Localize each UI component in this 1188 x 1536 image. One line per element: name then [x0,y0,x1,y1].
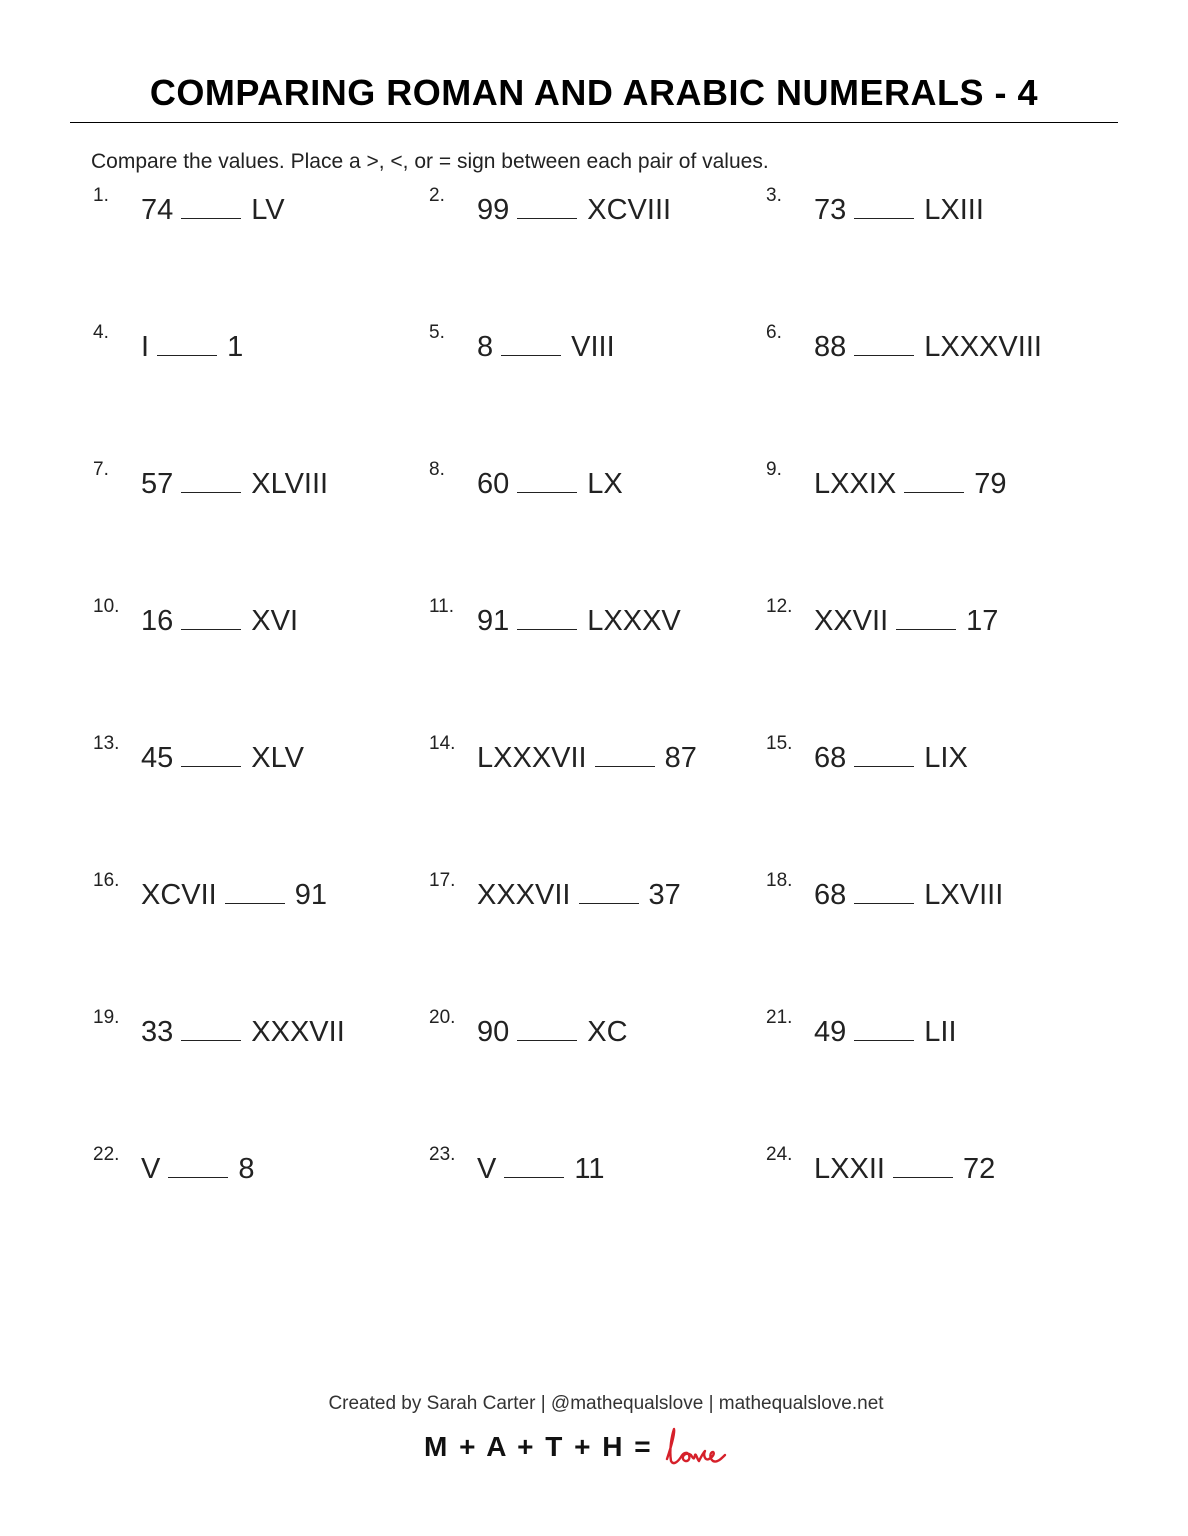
left-value: LXXII [814,1153,885,1185]
right-value: XLVIII [251,468,329,500]
answer-blank[interactable] [517,1014,577,1041]
right-value: LIX [924,742,968,774]
left-value: XXVII [814,605,889,637]
problem-expression [477,192,671,227]
right-value: LII [924,1016,957,1048]
answer-blank[interactable] [501,329,561,356]
problem-number: 22. [93,1144,120,1165]
right-value: 87 [664,742,697,774]
problem-expression [814,192,984,227]
problem-number: 17. [429,870,456,891]
page-title: COMPARING ROMAN AND ARABIC NUMERALS - 4 [149,72,1039,113]
left-value: 74 [141,194,174,226]
problem-expression [477,466,623,501]
problem-expression [814,740,968,775]
problem-number: 10. [93,596,120,617]
problem-expression [141,1014,345,1049]
answer-blank[interactable] [157,329,217,356]
problem-expression [141,877,327,912]
problem-expression [814,877,1003,912]
answer-blank[interactable] [854,192,914,219]
left-value: LXXIX [814,468,897,500]
left-value: 16 [141,605,174,637]
right-value: 37 [648,879,681,911]
left-value: 99 [477,194,510,226]
right-value: XCVIII [587,194,672,226]
problem-number: 6. [766,322,782,343]
answer-blank[interactable] [517,603,577,630]
problem-number: 12. [766,596,793,617]
answer-blank[interactable] [168,1151,228,1178]
answer-blank[interactable] [904,466,964,493]
answer-blank[interactable] [854,329,914,356]
answer-blank[interactable] [854,740,914,767]
left-value: 68 [814,879,847,911]
answer-blank[interactable] [225,877,285,904]
right-value: 79 [974,468,1007,500]
problem-number: 4. [93,322,109,343]
footer-credit: Created by Sarah Carter | @mathequalslove | mathequalslove.net [328,1393,884,1414]
left-value: V [477,1153,497,1185]
right-value: 11 [574,1153,605,1185]
problem-number: 19. [93,1007,120,1028]
left-value: 45 [141,742,174,774]
problem-expression [814,466,1006,501]
right-value: LV [251,194,285,226]
right-value: 17 [966,605,999,637]
answer-blank[interactable] [181,192,241,219]
left-value: 88 [814,331,847,363]
right-value: VIII [571,331,615,363]
instructions: Compare the values. Place a >, <, or = sign between each pair of values. [91,150,769,173]
problem-number: 23. [429,1144,456,1165]
answer-blank[interactable] [893,1151,953,1178]
problem-number: 2. [429,185,445,206]
problem-number: 3. [766,185,782,206]
left-value: V [141,1153,161,1185]
answer-blank[interactable] [854,1014,914,1041]
answer-blank[interactable] [181,603,241,630]
problem-number: 8. [429,459,445,480]
answer-blank[interactable] [517,192,577,219]
problem-number: 1. [93,185,109,206]
problem-number: 11. [429,596,455,617]
answer-blank[interactable] [854,877,914,904]
left-value: 8 [477,331,494,363]
left-value: I [141,331,150,363]
left-value: 68 [814,742,847,774]
left-value: XXXVII [477,879,571,911]
problem-expression [477,740,697,775]
problem-expression [141,740,304,775]
answer-blank[interactable] [181,1014,241,1041]
problem-number: 14. [429,733,456,754]
right-value: LXIII [924,194,984,226]
right-value: 8 [238,1153,255,1185]
right-value: XVI [251,605,299,637]
problem-expression [477,329,615,364]
problem-expression [477,1014,628,1049]
problem-expression [141,466,328,501]
problem-number: 21. [766,1007,793,1028]
problem-expression [814,1014,957,1049]
brand-logo [424,1425,731,1469]
left-value: 90 [477,1016,510,1048]
answer-blank[interactable] [517,466,577,493]
right-value: LXXXV [587,605,681,637]
problem-expression [814,329,1042,364]
problem-expression [814,1151,995,1186]
problem-expression [477,877,681,912]
answer-blank[interactable] [181,466,241,493]
logo-text: M + A + T + H = [424,1431,653,1462]
right-value: LX [587,468,623,500]
problem-number: 18. [766,870,793,891]
left-value: 91 [477,605,510,637]
left-value: 73 [814,194,847,226]
right-value: XLV [251,742,304,774]
problem-number: 13. [93,733,120,754]
answer-blank[interactable] [504,1151,564,1178]
right-value: 72 [962,1153,996,1185]
right-value: 1 [227,331,244,363]
left-value: 49 [814,1016,847,1048]
problem-number: 16. [93,870,120,891]
love-script-logo [661,1425,731,1469]
problem-expression [477,603,681,638]
left-value: 57 [141,468,174,500]
left-value: XCVII [141,879,217,911]
problem-expression [141,329,243,364]
right-value: XXXVII [251,1016,345,1048]
right-value: 91 [294,879,328,911]
right-value: LXVIII [924,879,1004,911]
problem-number: 5. [429,322,445,343]
problem-expression [141,192,285,227]
answer-blank[interactable] [181,740,241,767]
left-value: 60 [477,468,510,500]
problem-number: 20. [429,1007,456,1028]
left-value: LXXXVII [477,742,587,774]
right-value: LXXXVIII [924,331,1042,363]
problem-number: 9. [766,459,782,480]
problem-number: 7. [93,459,109,480]
problem-number: 24. [766,1144,793,1165]
answer-blank[interactable] [579,877,639,904]
problem-expression [814,603,998,638]
answer-blank[interactable] [595,740,655,767]
problem-expression [141,603,298,638]
problem-expression [141,1151,254,1186]
left-value: 33 [141,1016,174,1048]
problem-number: 15. [766,733,793,754]
problem-expression [477,1151,604,1186]
right-value: XC [587,1016,628,1048]
answer-blank[interactable] [896,603,956,630]
